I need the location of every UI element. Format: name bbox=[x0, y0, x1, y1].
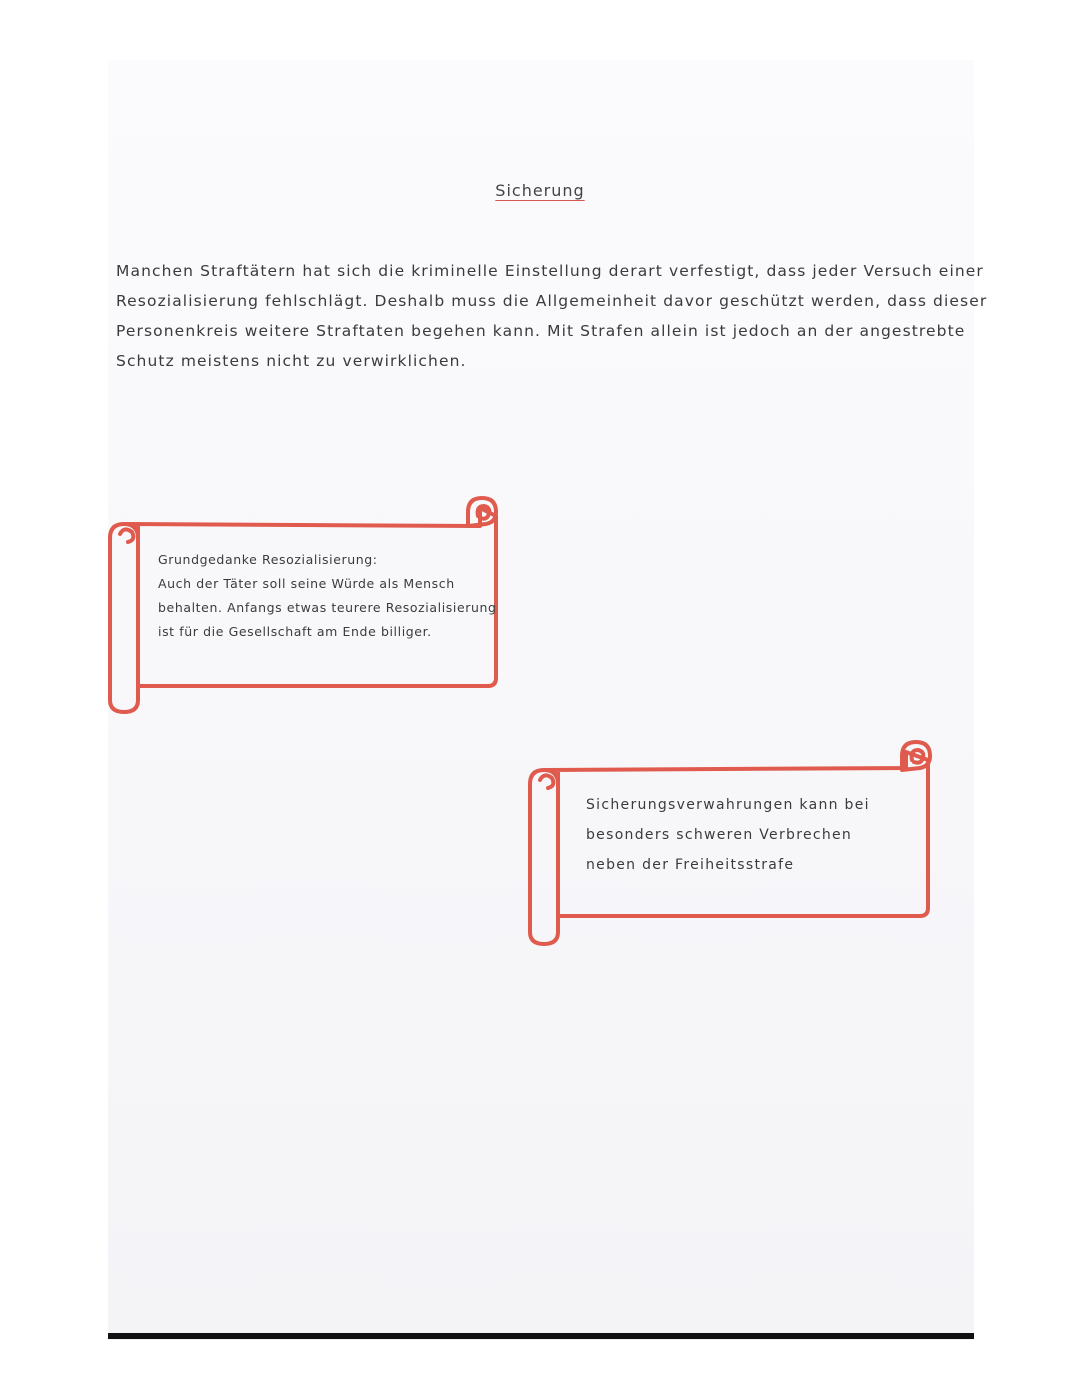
scroll-line: behalten. Anfangs etwas teurere Resozialisierung bbox=[158, 600, 497, 615]
scroll-line: besonders schweren Verbrechen bbox=[586, 827, 853, 843]
scroll-line: Sicherungsverwahrungen kann bei bbox=[586, 797, 870, 813]
intro-line: Manchen Straftätern hat sich die kriminelle Einstellung derart verfestigt, dass jeder Versuch einer bbox=[116, 262, 984, 280]
scroll-text bbox=[586, 790, 870, 880]
scroll-note-sicherungsverwahrung bbox=[528, 738, 934, 948]
scroll-note-resozialisierung bbox=[108, 496, 500, 718]
intro-line: Personenkreis weitere Straftaten begehen kann. Mit Strafen allein ist jedoch an der angestrebte bbox=[116, 322, 966, 340]
scroll-line: ist für die Gesellschaft am Ende billiger. bbox=[158, 624, 432, 639]
scroll-line: Grundgedanke Resozialisierung: bbox=[158, 552, 378, 567]
page-title: Sicherung bbox=[495, 181, 585, 200]
intro-line: Resozialisierung fehlschlägt. Deshalb muss die Allgemeinheit davor geschützt werden, dass dieser bbox=[116, 292, 988, 310]
bottom-divider bbox=[108, 1333, 974, 1339]
scroll-text bbox=[158, 548, 497, 644]
scroll-line: Auch der Täter soll seine Würde als Mensch bbox=[158, 576, 455, 591]
intro-paragraph bbox=[116, 256, 988, 376]
intro-line: Schutz meistens nicht zu verwirklichen. bbox=[116, 352, 467, 370]
scroll-line: neben der Freiheitsstrafe bbox=[586, 857, 795, 873]
